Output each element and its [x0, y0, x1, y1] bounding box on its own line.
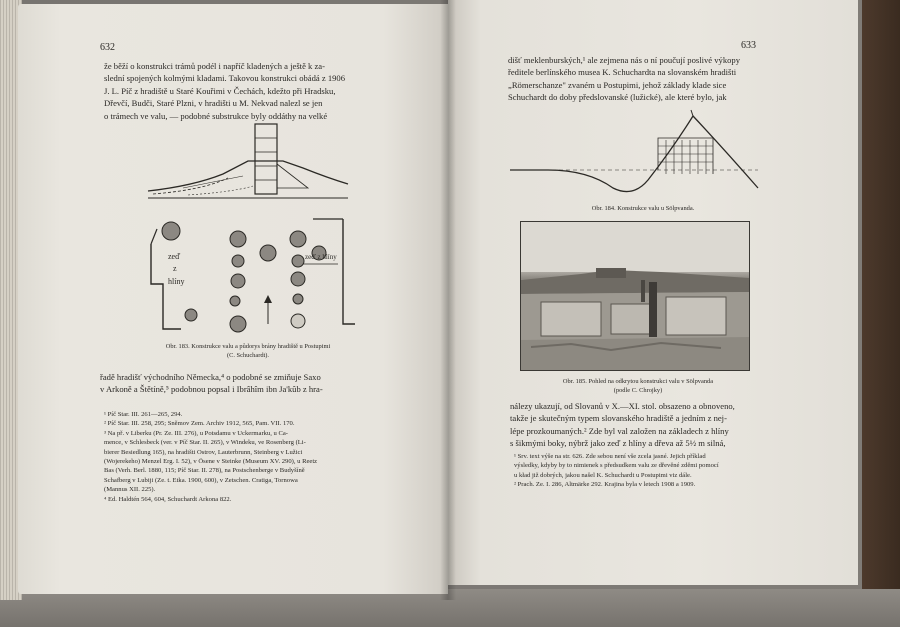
text-line: o trámech ve valu, — podobné substrukce byly oddáthy na velké	[104, 110, 328, 121]
text-line: že běží o konstrukci trámů podél i napříč kladených a ještě k za-	[104, 61, 325, 71]
body-text-top	[104, 60, 345, 122]
text-line: takže je skutečným typem slovanského hradiště a jedním z nej-	[510, 413, 727, 424]
figure-caption	[128, 342, 368, 360]
text-line: dišť meklenburských,¹ ale zejmena nás o ní poučují poslivé výkopy	[508, 55, 741, 65]
rampart-profile-figure	[508, 108, 763, 198]
book-cover-edge	[862, 0, 900, 627]
page-number: 633	[741, 40, 756, 51]
footnote: ¹ Píč Star. III. 261—265, 294.	[104, 411, 183, 418]
left-page	[18, 4, 448, 594]
photo-caption	[523, 377, 753, 395]
caption-line: Obr. 183. Konstrukce valu a půdorys brány hradiště u Postupimi	[165, 343, 331, 350]
wall-label-left-2: z	[173, 264, 177, 273]
footnote: (Wojerekeho) Menzel Erg. I. 52), v Ösene v Steinke (Museum XV. 290), u Reetz	[104, 458, 318, 466]
footnote: ³ Na př. v Liberku (Pr. Ze. III. 276), u Potsdamu v Uckermarku, u Ca-	[104, 429, 288, 437]
text-line: Schuchardt do doby předslovanské (lužické), ale které bylo, jak	[508, 92, 727, 103]
footnote: (Mannus XII. 225).	[104, 486, 156, 494]
book-gutter	[440, 0, 456, 600]
wall-label-left-1: zeď	[168, 252, 181, 261]
caption-line: (C. Schuchardt).	[226, 352, 270, 359]
text-line: J. L. Píč z hradiště u Staré Kouřimi v Čechách, kdežto při Hradsku,	[104, 85, 336, 96]
text-line: nálezy ukazují, od Slovanů v X.—XI. stol. obsazeno a obnoveno,	[510, 401, 735, 411]
footnote: výsledky, kdyby by to nimienek s předsudkem valu ze dřevěné zděmi pomocí	[514, 462, 719, 470]
body-text-bottom	[100, 371, 323, 396]
footnote: ⁴ Ed. Haldtén 564, 604, Schuchardt Arkona 822.	[104, 495, 232, 503]
rampart-cross-section-figure	[143, 116, 353, 206]
wall-label-left-3: hlíny	[168, 277, 185, 286]
footnote: ¹ Srv. text výše na str. 626. Zde sebou není vše zcela jasné. Jejich příklad	[514, 453, 706, 460]
text-line: lépe prozkoumaných.² Zde byl val založen na základech z hlíny	[510, 425, 729, 436]
footnote: ² Prach. Ze. I. 286, Altmärke 292. Krajina byla v letech 1908 a 1909.	[514, 481, 696, 489]
text-line: „Römerschanze" zvaném u Postupimi, jehož základy klade sice	[508, 79, 727, 90]
footnote: mence, v Schlesbeck (ver. v Píč Star. II. 265), v Windeku, ve Rosenberg (Li-	[104, 439, 306, 447]
text-line: řadě hradišť východního Německa,⁴ o podobné se zmiňuje Saxo	[100, 372, 321, 382]
excavation-photo-detail	[521, 222, 749, 370]
right-page	[448, 0, 858, 585]
footnote: Schafberg v Lubiji (Ze. t. Etka. 1900, 600), v Zetschen. Cratiga, Tornowa	[104, 476, 298, 484]
text-line: v Arkoně a Štětíně,⁵ podobnou popsal i Ibrâhîm ibn Ja'kûb z hra-	[100, 384, 323, 395]
footnotes	[514, 452, 719, 490]
text-line: Dřevčí, Budči, Staré Plzni, v hradišti u M. Nekvad nalezl se jen	[104, 98, 323, 109]
footnote: bierer Besiedlung 165), na hradišti Ostrov, Lauterbrunn, Steinberg v Lužici	[104, 448, 303, 456]
footnotes	[104, 410, 317, 504]
gate-plan-figure	[143, 209, 358, 344]
caption-line: Obr. 185. Pohled na odkrytou konstrukci valu v Sölpvanda	[562, 378, 714, 385]
wall-label-right: zeď z hlíny	[305, 253, 337, 261]
body-text-bottom	[510, 400, 735, 450]
figure-caption: Obr. 184. Konstrukce valu u Sölpvanda.	[591, 205, 695, 212]
footnote: Bas (Verh. Berl. 1880, 115; Píč Star. II. 278), na Postschenberge v Budyšíně	[104, 467, 305, 475]
text-line: slední spojených kolmými kladami. Takovou konstrukci obádá z 1906	[104, 73, 346, 84]
excavation-photo	[520, 221, 750, 371]
footnote: ² Píč Star. III. 258, 295; Sněmov Zem. Archiv 1912, 565, Pam. VII. 170.	[104, 420, 295, 428]
caption-line: (podle C. Chrojky)	[613, 387, 663, 394]
text-line: s šikmými boky, nýbrž jako zeď z hlíny a dřeva až 5½ m silná,	[510, 438, 726, 449]
footnote: u kład již dobrých, jakou našel K. Schuchardt u Postupimi viz dále.	[514, 471, 692, 479]
body-text-top	[508, 54, 740, 104]
page-number: 632	[100, 42, 115, 53]
text-line: ředitele berlínského musea K. Schuchardta na slovanském hradišti	[508, 67, 737, 78]
